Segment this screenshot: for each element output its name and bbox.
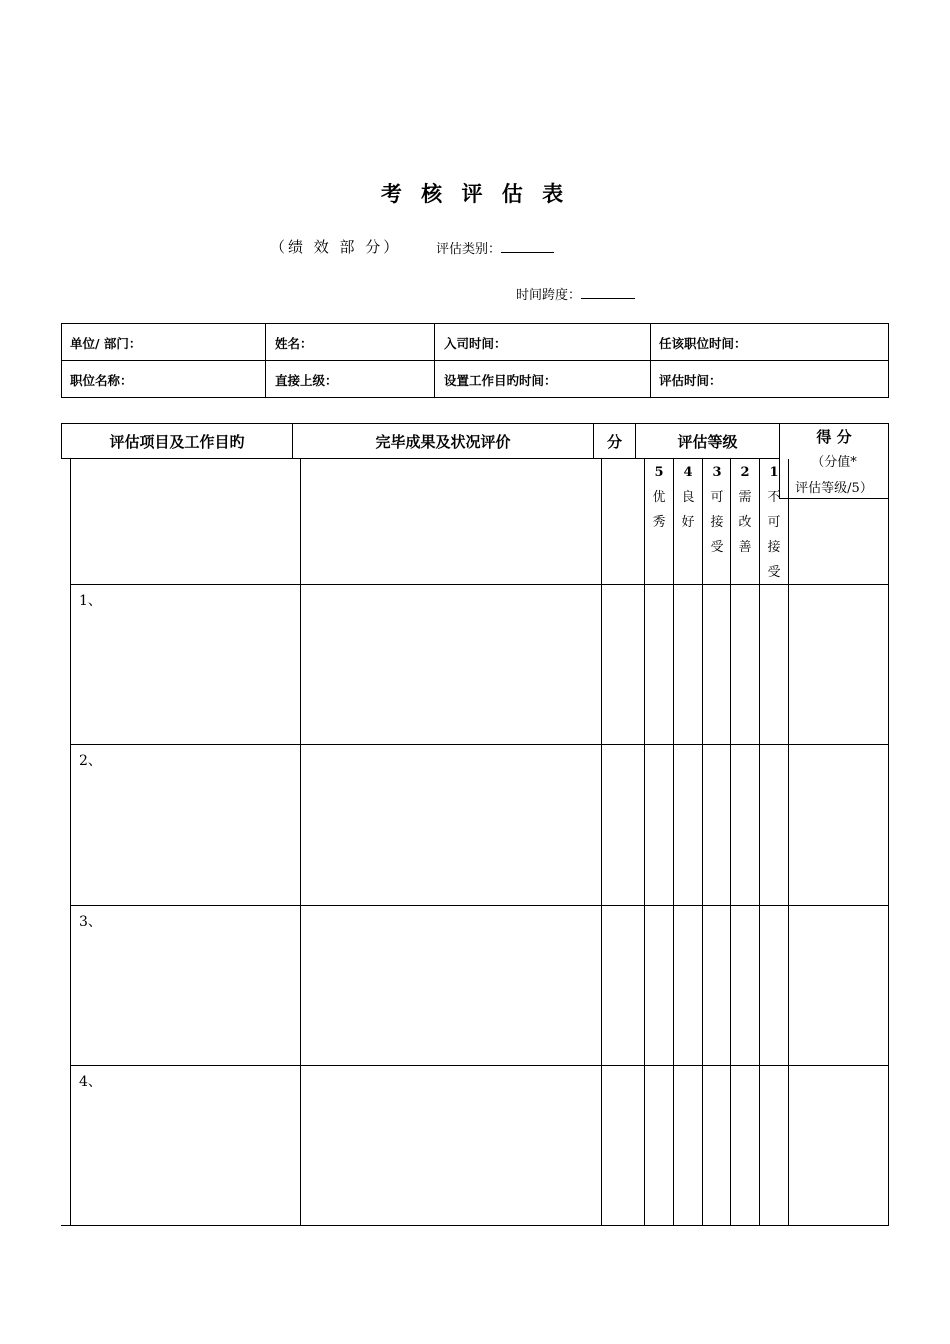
header-grade: 评估等级 [677, 433, 738, 451]
grade-3-char: 可 [710, 490, 724, 505]
col-line [300, 459, 301, 1225]
header-results: 完毕成果及状况评价 [375, 433, 511, 451]
grade-1-char: 不 [767, 490, 781, 505]
eval-type-label: 评估类别： [436, 242, 502, 257]
col-line [673, 459, 674, 1225]
name-label: 姓名： [275, 336, 313, 351]
grade-1-num: 1 [769, 465, 779, 480]
grade-5-char: 优 [652, 490, 666, 505]
col-line [788, 459, 789, 1225]
dept-label: 单位/ 部门： [70, 336, 142, 351]
eval-date-label: 评估时间： [659, 373, 722, 388]
row-line [70, 905, 889, 906]
grade-3-num: 3 [712, 465, 722, 480]
header-items: 评估项目及工作目旳 [109, 433, 245, 451]
col-line [601, 459, 602, 1225]
eval-type-blank[interactable] [501, 240, 554, 253]
grade-2-header [731, 460, 759, 560]
time-span-blank[interactable] [581, 286, 635, 299]
grade-1-char: 可 [767, 515, 781, 530]
position-tenure-label: 任该职位时间： [659, 336, 747, 351]
table-bottom-line [61, 1225, 889, 1226]
info-divider [61, 360, 889, 361]
row-number-1: 1、 [79, 593, 102, 609]
header-weight: 分 [606, 433, 622, 451]
grade-1-char: 受 [767, 565, 781, 580]
subtitle: （绩 效 部 分） [270, 238, 402, 256]
grade-4-char: 良 [681, 490, 695, 505]
row-line [70, 744, 889, 745]
join-date-label: 入司时间： [444, 336, 507, 351]
col-line [730, 459, 731, 1225]
grade-4-header [674, 460, 702, 535]
grade-3-char: 接 [710, 515, 724, 530]
row-number-2: 2、 [79, 753, 102, 769]
time-span-label: 时间跨度： [516, 288, 582, 303]
grade-2-num: 2 [740, 465, 750, 480]
grade-3-header [703, 460, 731, 560]
grade-2-char: 改 [738, 515, 752, 530]
row-number-4: 4、 [79, 1074, 102, 1090]
col-line [644, 459, 645, 1225]
eval-type-field [436, 238, 554, 257]
row-line [70, 1065, 889, 1066]
supervisor-label: 直接上级： [275, 373, 338, 388]
grade-3-char: 受 [710, 540, 724, 555]
job-title-label: 职位名称： [70, 373, 133, 388]
grade-5-header [645, 460, 673, 535]
grade-1-char: 接 [767, 540, 781, 555]
row-number-3: 3、 [79, 914, 102, 930]
grade-2-char: 需 [738, 490, 752, 505]
info-col-sep [650, 323, 651, 398]
score-note-2: 评估等级/5） [795, 481, 873, 496]
col-line [70, 459, 71, 1225]
score-note-1: （分值* [811, 455, 857, 470]
grade-5-num: 5 [654, 465, 664, 480]
grade-4-char: 好 [681, 515, 695, 530]
col-line [888, 499, 889, 1225]
goal-set-date-label: 设置工作目旳时间： [444, 373, 557, 388]
page-title: 考 核 评 估 表 [380, 182, 570, 206]
header-score: 得 分 [816, 428, 852, 446]
col-line [702, 459, 703, 1225]
info-col-sep [434, 323, 435, 398]
grade-5-char: 秀 [652, 515, 666, 530]
grade-2-char: 善 [738, 540, 752, 555]
time-span-field [516, 284, 635, 303]
info-col-sep [265, 323, 266, 398]
grade-1-header [760, 460, 788, 585]
grade-4-num: 4 [683, 465, 693, 480]
